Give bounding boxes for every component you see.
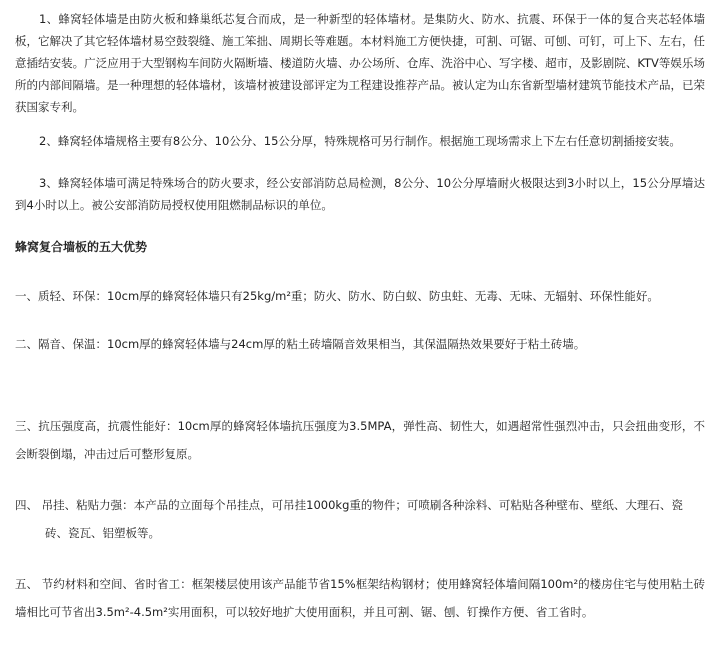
advantage-3: 三、抗压强度高，抗震性能好：10cm厚的蜂窝轻体墙抗压强度为3.5MPA，弹性高、韧性大，如遇超常性强烈冲击，只会扭曲变形，不会断裂倒塌，冲击过后可整形复原。 [15,419,705,461]
section-heading: 蜂窝复合墙板的五大优势 [15,240,148,254]
advantage-2: 二、隔音、保温：10cm厚的蜂窝轻体墙与24cm厚的粘土砖墙隔音效果相当，其保温隔热效果要好于粘土砖墙。 [15,337,586,351]
advantage-4-line-2: 砖、瓷瓦、铝塑板等。 [45,526,160,540]
advantage-4 [15,491,705,547]
advantage-5: 五、 节约材料和空间、省时省工：框架楼层使用该产品能节省15%框架结构钢材；使用蜂窝轻体墙间隔100m²的楼房住宅与使用粘土砖墙相比可节省出3.5m²-4.5m²实用面积，可以较好地扩大使用面积，并且可割、锯、刨、钉操作方便、省工省时。 [15,577,705,619]
intro-paragraph-2: 2、蜂窝轻体墙规格主要有8公分、10公分、15公分厚，特殊规格可另行制作。根据施工现场需求上下左右任意切割插接安装。 [39,134,681,148]
advantage-4-line-1: 四、 吊挂、粘贴力强：本产品的立面每个吊挂点，可吊挂1000kg重的物件；可喷刷各种涂料、可粘贴各种壁布、壁纸、大理石、瓷 [15,498,683,512]
advantage-1: 一、质轻、环保：10cm厚的蜂窝轻体墙只有25kg/m²重；防火、防水、防白蚁、防虫蛀、无毒、无味、无辐射、环保性能好。 [15,289,659,303]
intro-paragraph-1: 1、蜂窝轻体墙是由防火板和蜂巢纸芯复合而成，是一种新型的轻体墙材。是集防火、防水、抗震、环保于一体的复合夹芯轻体墙板，它解决了其它轻体墙材易空鼓裂缝、施工笨拙、周期长等难题。本材料施工方便快捷，可割、可锯、可刨、可钉，可上下、左右，任意插结安装。广泛应用于大型钢构车间防火隔断墙、楼道防火墙、办公场所、仓库、洗浴中心、写字楼、超市，及影剧院、KTV等娱乐场所的内部间隔墙。是一种理想的轻体墙材，该墙材被建设部评定为工程建设推荐产品。被认定为山东省新型墙材建筑节能技术产品，已荣获国家专利。 [15,12,705,114]
intro-paragraph-3: 3、蜂窝轻体墙可满足特殊场合的防火要求，经公安部消防总局检测，8公分、10公分厚墙耐火极限达到3小时以上，15公分厚墙达到4小时以上。被公安部消防局授权使用阻燃制品标识的单位。 [15,176,705,212]
